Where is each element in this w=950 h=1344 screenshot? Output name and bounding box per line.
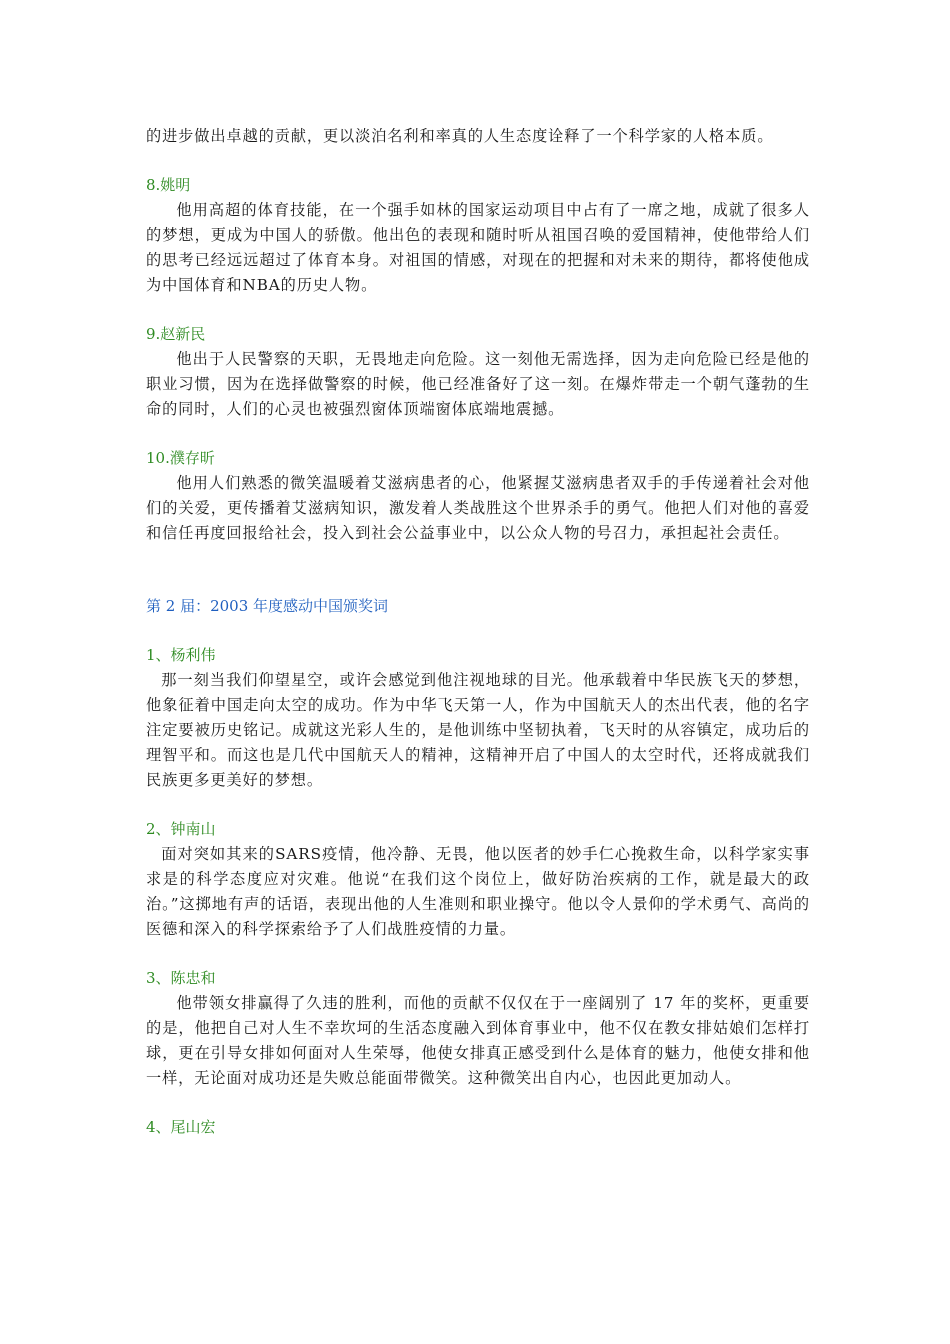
entry-heading-pu-cunxin: 10.濮存昕 <box>146 449 215 467</box>
entry-body-zhao-xinmin: 他出于人民警察的天职，无畏地走向危险。这一刻他无需选择，因为走向危险已经是他的职业习惯，因为在选择做警察的时候，他已经准备好了这一刻。在爆炸带走一个朝气蓬勃的生命的同时，人们的心灵也被强烈窗体顶端窗体底端地震撼。 <box>146 350 810 418</box>
entry-body-zhong-nanshan: 面对突如其来的SARS疫情，他冷静、无畏，他以医者的妙手仁心挽救生命，以科学家实事求是的科学态度应对灾难。他说“在我们这个岗位上，做好防治疾病的工作，就是最大的政治。”这掷地有声的话语，表现出他的人生准则和职业操守。他以令人景仰的学术勇气、高尚的医德和深入的科学探索给予了人们战胜疫情的力量。 <box>146 845 810 938</box>
section-title-2003: 第 2 届：2003 年度感动中国颁奖词 <box>146 597 389 615</box>
entry-heading-yao-ming: 8.姚明 <box>146 176 191 194</box>
entry-heading-zhao-xinmin: 9.赵新民 <box>146 325 206 343</box>
entry-body-pu-cunxin: 他用人们熟悉的微笑温暖着艾滋病患者的心，他紧握艾滋病患者双手的手传递着社会对他们的关爱，更传播着艾滋病知识，激发着人类战胜这个世界杀手的勇气。他把人们对他的喜爱和信任再度回报给社会，投入到社会公益事业中，以公众人物的号召力，承担起社会责任。 <box>146 474 810 542</box>
entry-heading-oyama-hiroshi: 4、尾山宏 <box>146 1118 216 1136</box>
entry-body-chen-zhonghe: 他带领女排赢得了久违的胜利，而他的贡献不仅仅在于一座阔别了 17 年的奖杯，更重要的是，他把自己对人生不幸坎坷的生活态度融入到体育事业中，他不仅在教女排姑娘们怎样打球，更在引导女排如何面对人生荣辱，他使女排真正感受到什么是体育的魅力，他使女排和他一样，无论面对成功还是失败总能面带微笑。这种微笑出自内心，也因此更加动人。 <box>146 994 810 1087</box>
entry-body-yang-liwei: 那一刻当我们仰望星空，或许会感觉到他注视地球的目光。他承载着中华民族飞天的梦想，他象征着中国走向太空的成功。作为中华飞天第一人，作为中国航天人的杰出代表，他的名字注定要被历史铭记。成就这光彩人生的，是他训练中坚韧执着，飞天时的从容镇定，成功后的理智平和。而这也是几代中国航天人的精神，这精神开启了中国人的太空时代，还将成就我们民族更多更美好的梦想。 <box>146 671 810 789</box>
entry-heading-yang-liwei: 1、杨利伟 <box>146 646 216 664</box>
entry-heading-zhong-nanshan: 2、钟南山 <box>146 820 216 838</box>
entry-body-yao-ming: 他用高超的体育技能，在一个强手如林的国家运动项目中占有了一席之地，成就了很多人的梦想，更成为中国人的骄傲。他出色的表现和随时听从祖国召唤的爱国精神，使他带给人们的思考已经远远超过了体育本身。对祖国的情感，对现在的把握和对未来的期待，都将使他成为中国体育和NBA的历史人物。 <box>146 201 810 294</box>
document-body <box>146 124 810 1140</box>
entry-heading-chen-zhonghe: 3、陈忠和 <box>146 969 216 987</box>
intro-paragraph: 的进步做出卓越的贡献，更以淡泊名利和率真的人生态度诠释了一个科学家的人格本质。 <box>146 127 774 145</box>
